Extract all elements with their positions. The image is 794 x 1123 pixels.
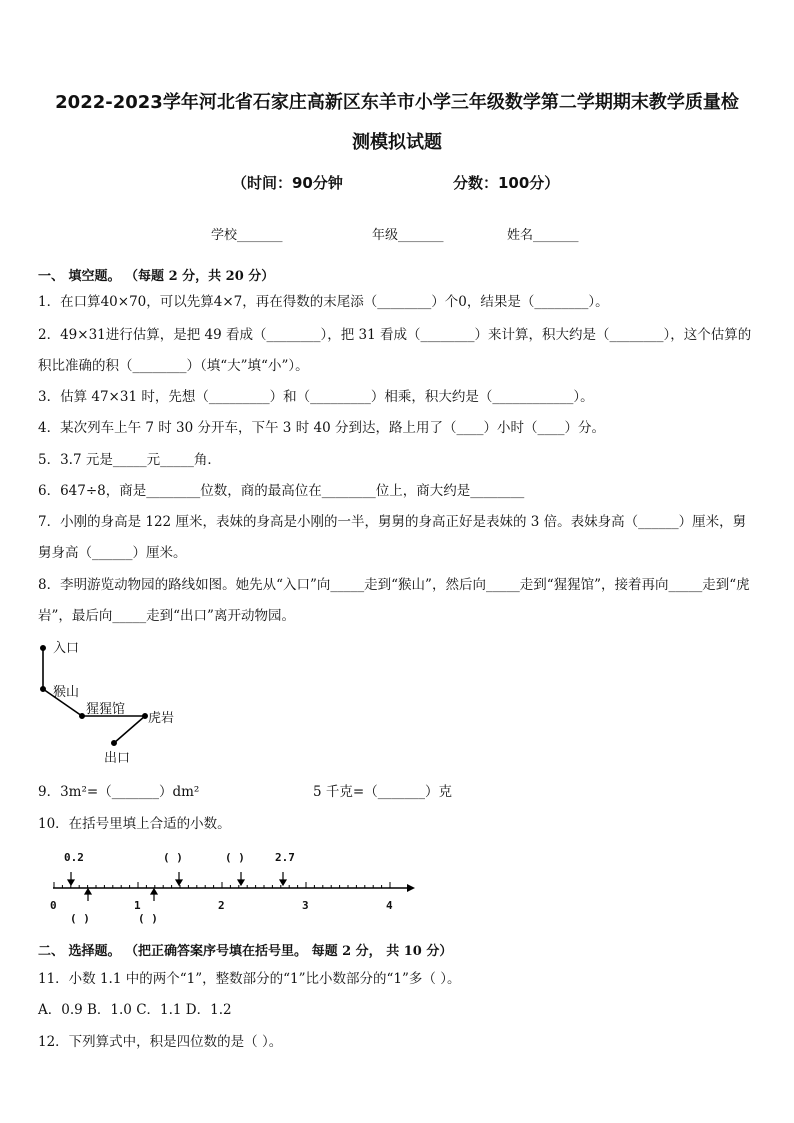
- nl-tick-2: 2: [218, 899, 225, 912]
- nl-bottom-blank-1: ( ): [70, 912, 90, 925]
- name-field: 姓名_______: [507, 228, 579, 243]
- map-label-monkey-hill: 猴山: [53, 685, 80, 700]
- question-12: 12．下列算式中，积是四位数的是（ ）。: [38, 1034, 283, 1050]
- exam-title-line1: 2022-2023学年河北省石家庄高新区东羊市小学三年级数学第二学期期末教学质量检: [55, 92, 739, 113]
- grade-field: 年级_______: [372, 228, 444, 243]
- score-info: 分数：100分）: [453, 174, 560, 192]
- nl-top-label-0.2: 0.2: [64, 851, 84, 864]
- nl-top-blank-2: ( ): [225, 851, 245, 864]
- question-10: 10．在括号里填上合适的小数。: [38, 816, 231, 832]
- nl-tick-1: 1: [134, 899, 141, 912]
- time-info: （时间：90分钟: [232, 174, 343, 192]
- question-8-line1: 8．李明游览动物园的路线如图。她先从“入口”向_____走到“猴山”，然后向_____走到“猩猩馆”，接着再向_____走到“虎: [38, 577, 750, 593]
- exam-title-line2: 测模拟试题: [352, 132, 442, 153]
- map-label-tiger-rock: 虎岩: [148, 711, 175, 726]
- question-8-line2: 岩”，最后向_____走到“出口”离开动物园。: [38, 608, 295, 624]
- nl-tick-4: 4: [386, 899, 393, 912]
- question-9-part1: 9．3m²=（_______）dm²: [38, 784, 200, 800]
- question-3: 3．估算 47×31 时，先想（_________）和（_________）相乘，积大约是（____________）。: [38, 389, 594, 405]
- nl-top-label-2.7: 2.7: [275, 851, 295, 864]
- question-2-line2: 积比准确的积（________）（填“大”填“小”）。: [38, 358, 309, 374]
- map-label-exit: 出口: [104, 751, 131, 766]
- question-11: 11．小数 1.1 中的两个“1”，整数部分的“1”比小数部分的“1”多（ ）。: [38, 971, 461, 987]
- question-11-options: A．0.9 B．1.0 C．1.1 D．1.2: [38, 1002, 232, 1018]
- number-line: [45, 870, 425, 902]
- section-choice-heading: 二、 选择题。 （把正确答案序号填在括号里。 每题 2 分， 共 10 分）: [38, 944, 453, 959]
- question-6: 6．647÷8，商是________位数，商的最高位在________位上，商大约是________: [38, 483, 525, 499]
- question-4: 4．某次列车上午 7 时 30 分开车，下午 3 时 40 分到达，路上用了（____）小时（____）分。: [38, 420, 605, 436]
- nl-bottom-blank-2: ( ): [138, 912, 158, 925]
- question-7-line2: 舅身高（______）厘米。: [38, 545, 187, 561]
- question-9-part2: 5 千克=（_______）克: [313, 784, 452, 800]
- question-7-line1: 7．小刚的身高是 122 厘米，表妹的身高是小刚的一半，舅舅的身高正好是表妹的 3 倍。表妹身高（______）厘米，舅: [38, 514, 747, 530]
- question-2-line1: 2．49×31进行估算，是把 49 看成（________），把 31 看成（________）来计算，积大约是（________），这个估算的: [38, 327, 752, 343]
- nl-tick-0: 0: [50, 899, 57, 912]
- section-fill-in-heading: 一、 填空题。 （每题 2 分，共 20 分）: [38, 269, 275, 284]
- school-field: 学校_______: [211, 228, 283, 243]
- nl-tick-3: 3: [302, 899, 309, 912]
- question-1: 1．在口算40×70，可以先算4×7，再在得数的末尾添（________）个0，结果是（________）。: [38, 294, 609, 310]
- map-label-entrance: 入口: [53, 641, 80, 656]
- question-5: 5．3.7 元是_____元_____角．: [38, 452, 221, 468]
- nl-top-blank-1: ( ): [163, 851, 183, 864]
- map-label-gorilla-house: 猩猩馆: [86, 702, 126, 717]
